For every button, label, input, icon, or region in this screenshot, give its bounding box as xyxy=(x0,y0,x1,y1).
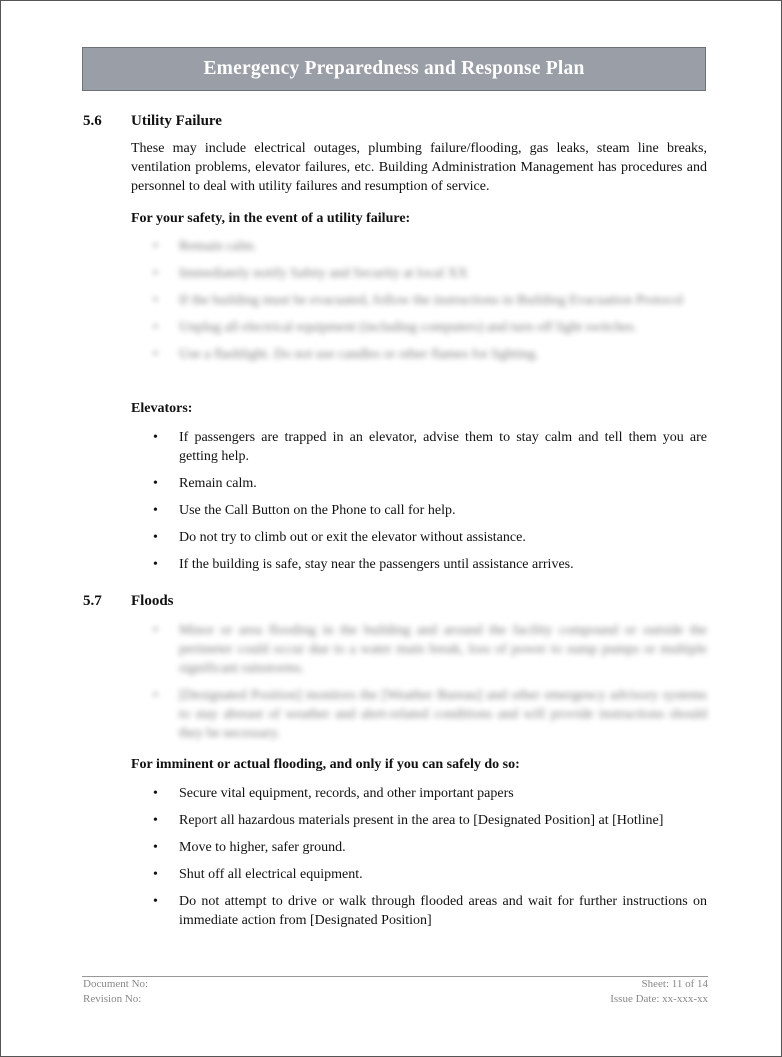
section-heading-5-6 xyxy=(83,113,222,130)
elevators-list xyxy=(131,428,707,582)
safety-list xyxy=(131,237,707,372)
flooding-list xyxy=(131,784,707,938)
list-item: • Unplug all electrical equipment (including computers) and turn off light switches. xyxy=(131,318,707,337)
document-title: Emergency Preparedness and Response Plan xyxy=(203,58,585,79)
section-title: Floods xyxy=(131,593,174,609)
section-heading-5-7 xyxy=(83,593,174,610)
footer-issue-date: Issue Date: xx-xxx-xx xyxy=(610,993,708,1005)
list-item: • Use the Call Button on the Phone to call for help. xyxy=(131,501,707,520)
list-item: • If the building must be evacuated, follow the instructions in Building Evacuation Protocol xyxy=(131,291,707,310)
footer-divider xyxy=(82,976,708,977)
elevators-subheading: Elevators: xyxy=(131,401,193,416)
list-item: • Secure vital equipment, records, and other important papers xyxy=(131,784,707,803)
list-item: • Immediately notify Safety and Security at local XX xyxy=(131,264,707,283)
list-item: • Minor or area flooding in the building and around the facility compound or outside the perimeter could occur due to a water main break, loss of power to sump pumps or multiple significant rainstorms. xyxy=(131,621,707,678)
flooding-subheading: For imminent or actual flooding, and only if you can safely do so: xyxy=(131,757,520,772)
list-item: • If the building is safe, stay near the passengers until assistance arrives. xyxy=(131,555,707,574)
section-number: 5.7 xyxy=(83,593,102,609)
list-item: • Move to higher, safer ground. xyxy=(131,838,707,857)
list-item: • Do not try to climb out or exit the elevator without assistance. xyxy=(131,528,707,547)
section-title: Utility Failure xyxy=(131,113,222,129)
footer-document-no: Document No: xyxy=(83,978,149,990)
list-item: • Report all hazardous materials present in the area to [Designated Position] at [Hotline] xyxy=(131,811,707,830)
list-item: • Remain calm. xyxy=(131,237,707,256)
section-number: 5.6 xyxy=(83,113,102,129)
list-item: • Do not attempt to drive or walk through flooded areas and wait for further instructions on immediate action from [Designated Position] xyxy=(131,892,707,930)
list-item: • Shut off all electrical equipment. xyxy=(131,865,707,884)
list-item: • Remain calm. xyxy=(131,474,707,493)
list-item: • [Designated Position] monitors the [Weather Bureau] and other emergency advisory systems to stay abreast of weather and alert-related conditions and will provide instructions should they be necessary. xyxy=(131,686,707,743)
footer-sheet: Sheet: 11 of 14 xyxy=(641,978,708,990)
list-item: • Use a flashlight. Do not use candles or other flames for lighting. xyxy=(131,345,707,364)
list-item: • If passengers are trapped in an elevator, advise them to stay calm and tell them you are getting help. xyxy=(131,428,707,466)
document-header-banner xyxy=(82,47,706,91)
footer-revision-no: Revision No: xyxy=(83,993,142,1005)
safety-subheading: For your safety, in the event of a utility failure: xyxy=(131,211,411,226)
utility-failure-intro: These may include electrical outages, plumbing failure/flooding, gas leaks, steam line breaks, ventilation problems, elevator failures, etc. Building Administration Management has procedures and personnel to deal with utility failures and resumption of service. xyxy=(131,141,707,194)
floods-intro-list xyxy=(131,621,707,751)
